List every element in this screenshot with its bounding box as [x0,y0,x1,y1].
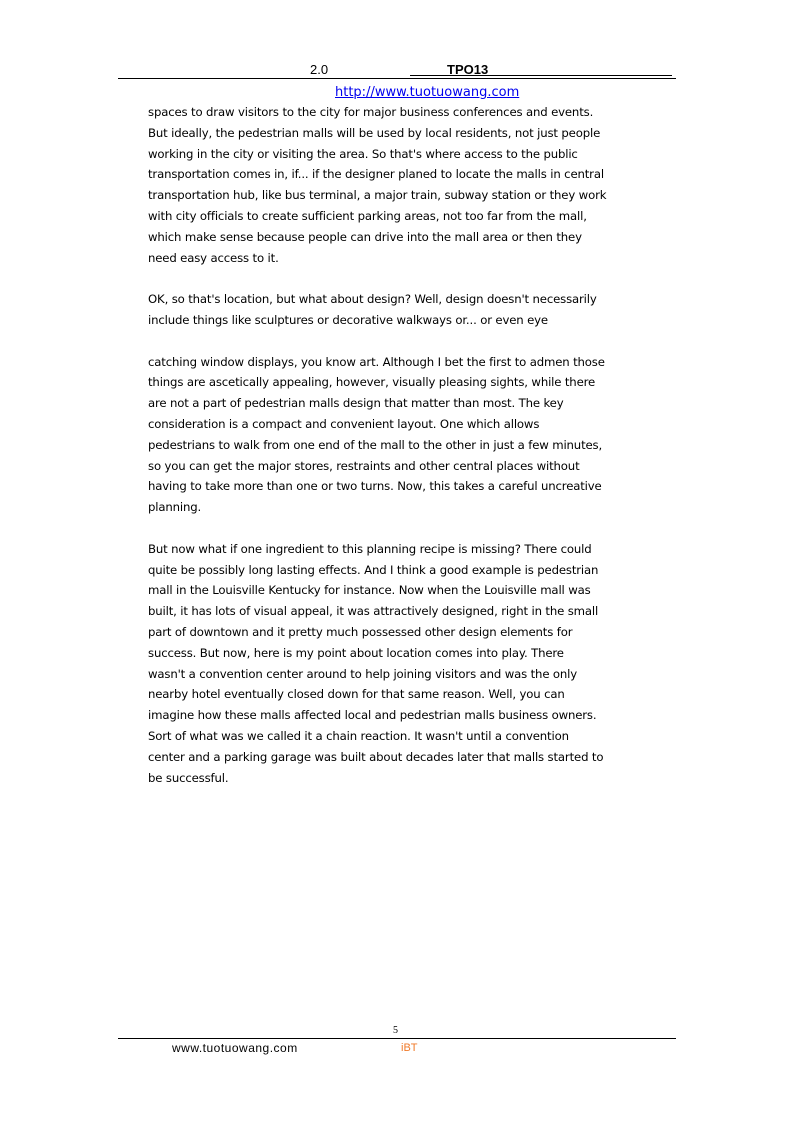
paragraph-gap [148,268,618,289]
header-title: TPO13 [447,62,489,77]
header-link[interactable]: http://www.tuotuowang.com [335,85,520,100]
paragraph-design: OK, so that's location, but what about design? Well, design doesn't necessarily include things like sculptures or decorative walkways or... or even eye [148,292,597,327]
header-version: 2.0 [310,62,329,77]
footer-rule [118,1038,676,1039]
page-number: 5 [393,1025,398,1036]
document-body [148,102,618,788]
paragraph-gap [148,331,618,352]
paragraph-louisville: But now what if one ingredient to this planning recipe is missing? There could quite be possibly long lasting effects. And I think a good example is pedestrian mall in the Louisville Kentucky for instance. Now when the Louisville mall was built, it has lots of visual appeal, it was attractively designed, right in the small part of downtown and it pretty much possessed other design elements for success. But now, here is my point about location comes into play. There wasn't a convention center around to help joining visitors and was the only nearby hotel eventually closed down for that same reason. Well, you can imagine how these malls affected local and pedestrian malls business owners. Sort of what was we called it a chain reaction. It wasn't until a convention center and a parking garage was built about decades later that malls started to be successful. [148,541,604,785]
paragraph-gap [148,518,618,539]
header-rule [118,78,676,79]
footer-brand: iBT [401,1042,418,1054]
footer-site: www.tuotuowang.com [172,1041,298,1055]
paragraph-location: spaces to draw visitors to the city for major business conferences and events. But ideally, the pedestrian malls will be used by local residents, not just people working in the city or visiting the area. So that's where access to the public transportation comes in, if... if the designer planed to locate the malls in central transportation hub, like bus terminal, a major train, subway station or they work with city officials to create sufficient parking areas, not too far from the mall, which make sense because people can drive into the mall area or then they need easy access to it. [148,105,607,265]
paragraph-layout: catching window displays, you know art. Although I bet the first to admen those things are ascetically appealing, however, visually pleasing sights, while there are not a part of pedestrian malls design that matter than most. The key consideration is a compact and convenient layout. One which allows pedestrians to walk from one end of the mall to the other in just a few minutes, so you can get the major stores, restraints and other central places without having to take more than one or two turns. Now, this takes a careful uncreative planning. [148,354,605,515]
